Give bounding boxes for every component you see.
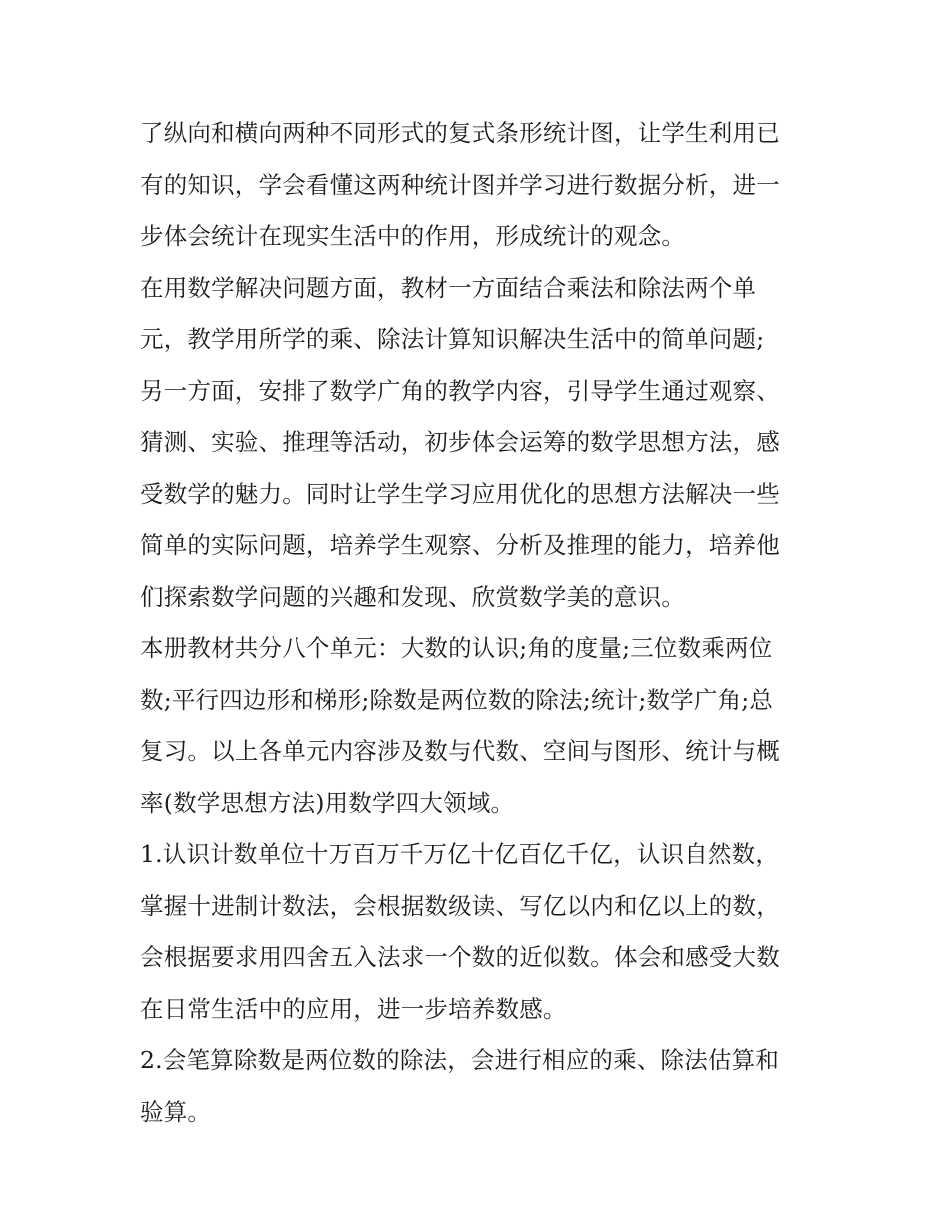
paragraph-goal-2 [140,1035,830,1138]
text-line: 在用数学解决问题方面，教材一方面结合乘法和除法两个单 [140,273,757,302]
text-line: 有的知识，学会看懂这两种统计图并学习进行数据分析，进一 [140,170,780,199]
text-line: 率(数学思想方法)用数学四大领域。 [140,788,515,817]
text-line: 2.会笔算除数是两位数的除法，会进行相应的乘、除法估算和 [140,1046,780,1074]
text-line: 了纵向和横向两种不同形式的复式条形统计图，让学生利用已 [140,119,780,147]
text-line: 步体会统计在现实生活中的作用，形成统计的观念。 [140,222,686,250]
text-line: 简单的实际问题，培养学生观察、分析及推理的能力，培养他 [140,531,780,559]
text-line: 受数学的魅力。同时让学生学习应用优化的思想方法解决一些 [140,479,780,508]
text-line: 验算。 [140,1097,212,1126]
text-line: 本册教材共分八个单元：大数的认识;角的度量;三位数乘两位 [140,634,773,662]
paragraph-units-overview [140,623,830,829]
paragraph-goal-1 [140,829,830,1035]
paragraph-problem-solving [140,263,830,624]
document-body [140,108,830,1138]
paragraph-statistics-graphs [140,108,830,263]
text-line: 复习。以上各单元内容涉及数与代数、空间与图形、统计与概 [140,737,780,765]
text-line: 1.认识计数单位十万百万千万亿十亿百亿千亿，认识自然数， [140,840,780,868]
text-line: 在日常生活中的应用，进一步培养数感。 [140,994,567,1023]
text-line: 们探索数学问题的兴趣和发现、欣赏数学美的意识。 [140,582,686,611]
text-line: 掌握十进制计数法，会根据数级读、写亿以内和亿以上的数， [140,891,780,920]
text-line: 会根据要求用四舍五入法求一个数的近似数。体会和感受大数 [140,943,780,971]
text-line: 另一方面，安排了数学广角的教学内容，引导学生通过观察、 [140,376,780,405]
text-line: 猜测、实验、推理等活动，初步体会运筹的数学思想方法，感 [140,428,780,456]
text-line: 元，教学用所学的乘、除法计算知识解决生活中的简单问题; [140,325,765,353]
text-line: 数;平行四边形和梯形;除数是两位数的除法;统计;数学广角;总 [140,685,774,714]
